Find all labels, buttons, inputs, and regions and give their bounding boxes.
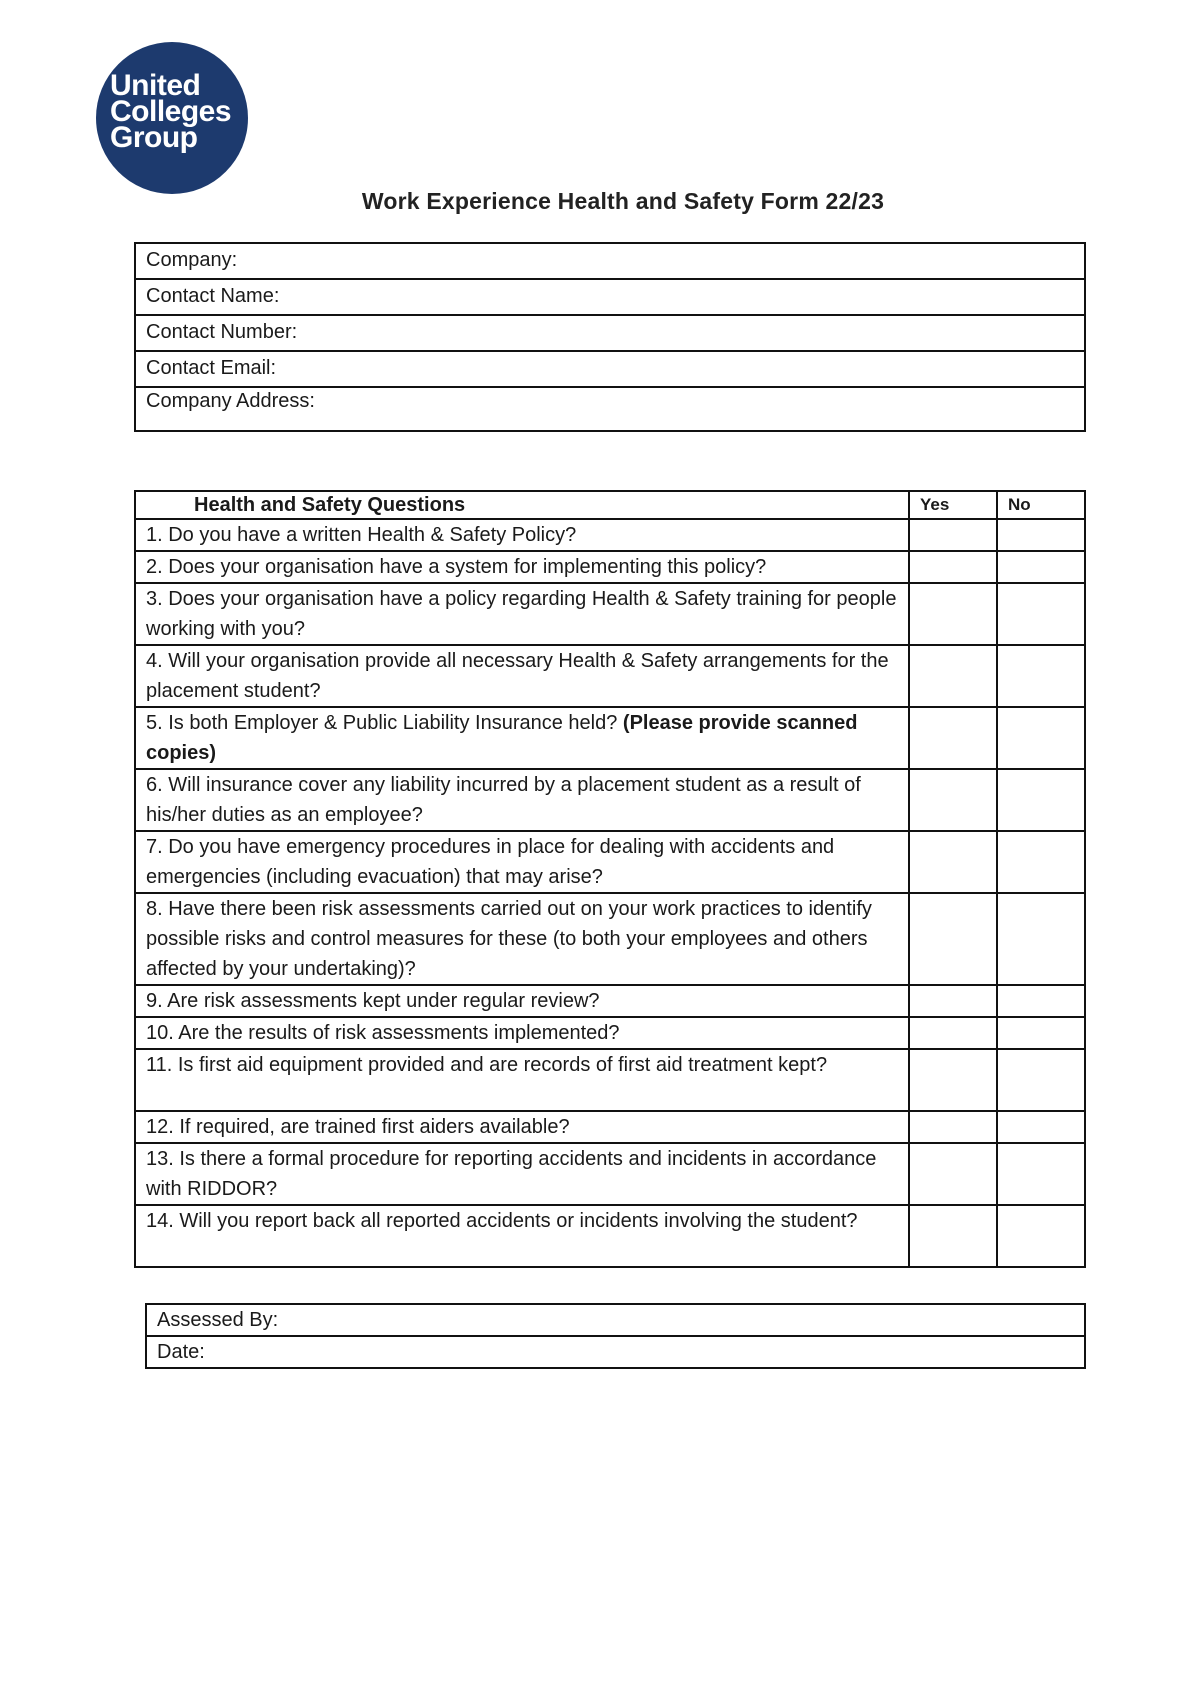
no-answer-cell[interactable] [997, 985, 1085, 1017]
no-answer-cell[interactable] [997, 519, 1085, 551]
no-answer-cell[interactable] [997, 551, 1085, 583]
table-header-row [135, 491, 1085, 519]
company-address-field[interactable]: Company Address: [135, 387, 1085, 431]
questions-column-header: Health and Safety Questions [135, 491, 909, 519]
yes-answer-cell[interactable] [909, 1205, 997, 1267]
yes-column-header: Yes [909, 491, 997, 519]
no-answer-cell[interactable] [997, 1111, 1085, 1143]
yes-answer-cell[interactable] [909, 1017, 997, 1049]
table-row [135, 985, 1085, 1017]
table-row [135, 1111, 1085, 1143]
question-text: 14. Will you report back all reported accidents or incidents involving the student? [135, 1205, 909, 1267]
question-text: 5. Is both Employer & Public Liability Insurance held? [146, 712, 618, 734]
yes-answer-cell[interactable] [909, 1111, 997, 1143]
contact-details-table [134, 242, 1086, 432]
no-answer-cell[interactable] [997, 645, 1085, 707]
question-text: 6. Will insurance cover any liability incurred by a placement student as a result of his/her duties as an employee? [135, 769, 909, 831]
table-row [135, 1143, 1085, 1205]
question-note: (Please provide scanned copies) [146, 712, 858, 764]
yes-answer-cell[interactable] [909, 583, 997, 645]
yes-answer-cell[interactable] [909, 893, 997, 985]
yes-answer-cell[interactable] [909, 1049, 997, 1111]
question-cell [135, 707, 909, 769]
yes-answer-cell[interactable] [909, 985, 997, 1017]
no-answer-cell[interactable] [997, 707, 1085, 769]
question-text: 4. Will your organisation provide all necessary Health & Safety arrangements for the placement student? [135, 645, 909, 707]
table-row [135, 519, 1085, 551]
united-colleges-group-logo [96, 42, 248, 194]
table-row [135, 645, 1085, 707]
table-row [135, 1205, 1085, 1267]
company-field[interactable]: Company: [135, 243, 1085, 279]
yes-answer-cell[interactable] [909, 519, 997, 551]
question-text: 12. If required, are trained first aiders available? [135, 1111, 909, 1143]
logo-line: Group [110, 121, 198, 154]
question-text: 2. Does your organisation have a system for implementing this policy? [135, 551, 909, 583]
no-answer-cell[interactable] [997, 831, 1085, 893]
question-text: 1. Do you have a written Health & Safety Policy? [135, 519, 909, 551]
assessed-by-field[interactable]: Assessed By: [146, 1304, 1085, 1336]
table-row [135, 1049, 1085, 1111]
no-answer-cell[interactable] [997, 893, 1085, 985]
no-answer-cell[interactable] [997, 1049, 1085, 1111]
question-text: 7. Do you have emergency procedures in place for dealing with accidents and emergencies (including evacuation) that may arise? [135, 831, 909, 893]
table-row [135, 831, 1085, 893]
yes-answer-cell[interactable] [909, 1143, 997, 1205]
no-answer-cell[interactable] [997, 1143, 1085, 1205]
question-text: 11. Is first aid equipment provided and are records of first aid treatment kept? [135, 1049, 909, 1111]
yes-answer-cell[interactable] [909, 707, 997, 769]
assessment-table [145, 1303, 1086, 1369]
logo-line: Colleges [110, 95, 232, 128]
table-row [135, 583, 1085, 645]
no-answer-cell[interactable] [997, 769, 1085, 831]
date-field[interactable]: Date: [146, 1336, 1085, 1368]
yes-answer-cell[interactable] [909, 551, 997, 583]
logo-line: United [110, 69, 201, 102]
question-text: 13. Is there a formal procedure for reporting accidents and incidents in accordance with RIDDOR? [135, 1143, 909, 1205]
table-row [135, 893, 1085, 985]
table-row [135, 707, 1085, 769]
question-text: 9. Are risk assessments kept under regular review? [135, 985, 909, 1017]
yes-answer-cell[interactable] [909, 769, 997, 831]
no-column-header: No [997, 491, 1085, 519]
no-answer-cell[interactable] [997, 1017, 1085, 1049]
contact-number-field[interactable]: Contact Number: [135, 315, 1085, 351]
contact-email-field[interactable]: Contact Email: [135, 351, 1085, 387]
yes-answer-cell[interactable] [909, 831, 997, 893]
health-safety-questions-table [134, 490, 1086, 1268]
no-answer-cell[interactable] [997, 1205, 1085, 1267]
no-answer-cell[interactable] [997, 583, 1085, 645]
yes-answer-cell[interactable] [909, 645, 997, 707]
table-row [135, 1017, 1085, 1049]
form-title: Work Experience Health and Safety Form 22/23 [361, 188, 885, 214]
question-text: 10. Are the results of risk assessments implemented? [135, 1017, 909, 1049]
contact-name-field[interactable]: Contact Name: [135, 279, 1085, 315]
question-text: 8. Have there been risk assessments carried out on your work practices to identify possible risks and control measures for these (to both your employees and others affected by your undertaking)? [135, 893, 909, 985]
table-row [135, 551, 1085, 583]
question-text: 3. Does your organisation have a policy regarding Health & Safety training for people working with you? [135, 583, 909, 645]
table-row [135, 769, 1085, 831]
